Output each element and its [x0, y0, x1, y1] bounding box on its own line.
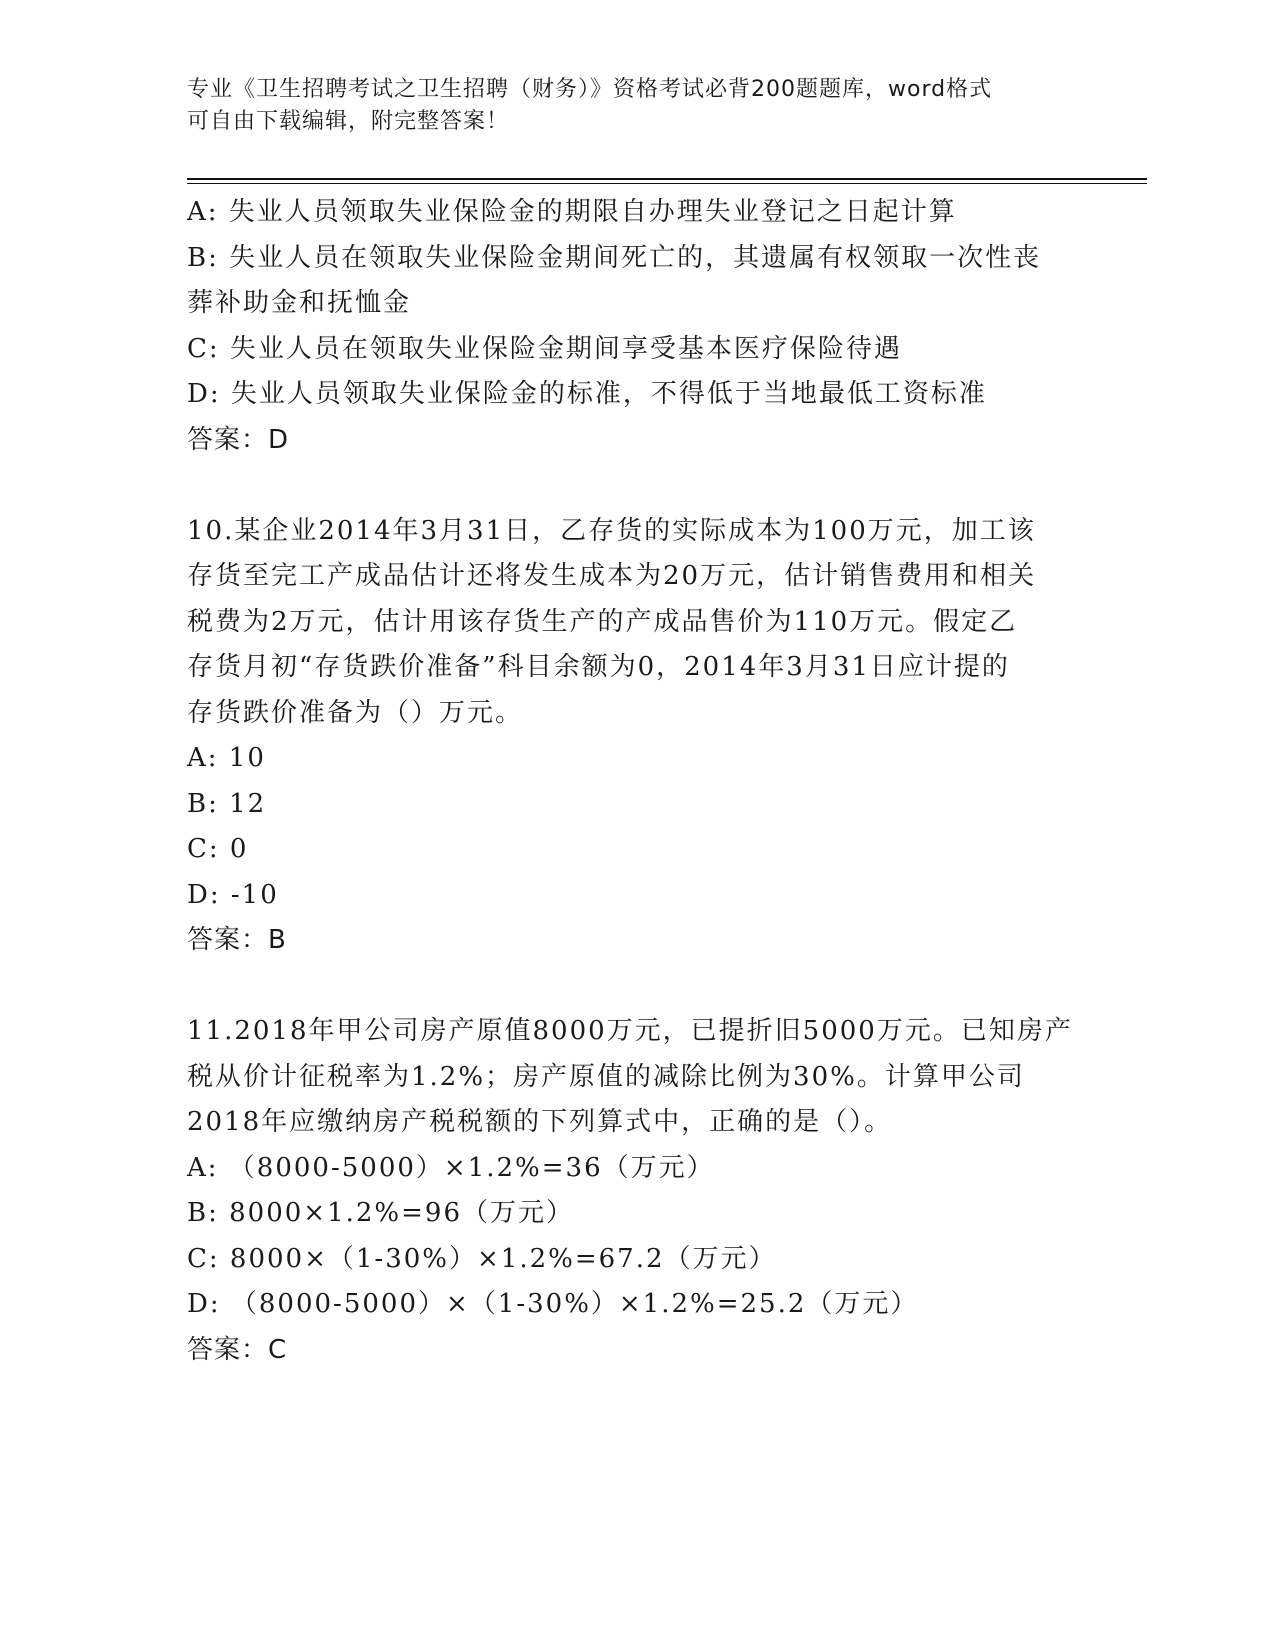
document-body	[187, 190, 1077, 1373]
q10-option-b: B: 12	[187, 788, 267, 819]
q9-answer: 答案：D	[187, 424, 290, 455]
q11-option-a: A: （8000-5000）×1.2%=36（万元）	[187, 1152, 715, 1183]
spacer	[187, 964, 1077, 1010]
q10-option-a: A: 10	[187, 743, 266, 773]
q9-option-d: D: 失业人员领取失业保险金的标准，不得低于当地最低工资标准	[187, 379, 987, 409]
q11-answer: 答案：C	[187, 1334, 288, 1365]
header-line-2: 可自由下载编辑，附完整答案！	[187, 109, 510, 134]
q10-stem-line-1: 10.某企业2014年3月31日，乙存货的实际成本为100万元，加工该	[187, 515, 1036, 546]
question-10-block	[187, 509, 1077, 964]
header-divider-thin	[187, 183, 1147, 184]
question-9-block	[187, 190, 1077, 463]
q11-stem-line-1: 11.2018年甲公司房产原值8000万元，已提折旧5000万元。已知房产	[187, 1016, 1073, 1046]
spacer	[187, 463, 1077, 509]
q11-option-d: D: （8000-5000）×（1-30%）×1.2%=25.2（万元）	[187, 1289, 919, 1319]
q9-option-a: A: 失业人员领取失业保险金的期限自办理失业登记之日起计算	[187, 197, 957, 227]
q11-option-b: B: 8000×1.2%=96（万元）	[187, 1198, 575, 1228]
q11-stem-line-2: 税从价计征税率为1.2%；房产原值的减除比例为30%。计算甲公司	[187, 1061, 1025, 1092]
question-11-block	[187, 1009, 1077, 1373]
q11-option-c: C: 8000×（1-30%）×1.2%=67.2（万元）	[187, 1243, 777, 1274]
q10-answer: 答案：B	[187, 925, 287, 955]
document-header	[187, 74, 1087, 138]
header-line-1: 专业《卫生招聘考试之卫生招聘（财务）》资格考试必背200题题库，word格式	[187, 77, 993, 102]
q10-stem-line-3: 税费为2万元，估计用该存货生产的产成品售价为110万元。假定乙	[187, 606, 1018, 637]
q10-option-c: C: 0	[187, 834, 249, 864]
q10-stem-line-2: 存货至完工产成品估计还将发生成本为20万元，估计销售费用和相关	[187, 561, 1037, 591]
q9-option-b-line-2: 葬补助金和抚恤金	[187, 288, 412, 318]
q11-stem-line-3: 2018年应缴纳房产税税额的下列算式中，正确的是（）。	[187, 1107, 893, 1137]
header-divider-thick	[187, 178, 1147, 180]
q9-option-c: C: 失业人员在领取失业保险金期间享受基本医疗保险待遇	[187, 333, 902, 364]
q10-option-d: D: -10	[187, 879, 279, 910]
q10-stem-line-4: 存货月初“存货跌价准备”科目余额为0，2014年3月31日应计提的	[187, 652, 1010, 682]
q10-stem-line-5: 存货跌价准备为（）万元。	[187, 697, 524, 728]
q9-option-b-line-1: B: 失业人员在领取失业保险金期间死亡的，其遗属有权领取一次性丧	[187, 242, 1042, 273]
